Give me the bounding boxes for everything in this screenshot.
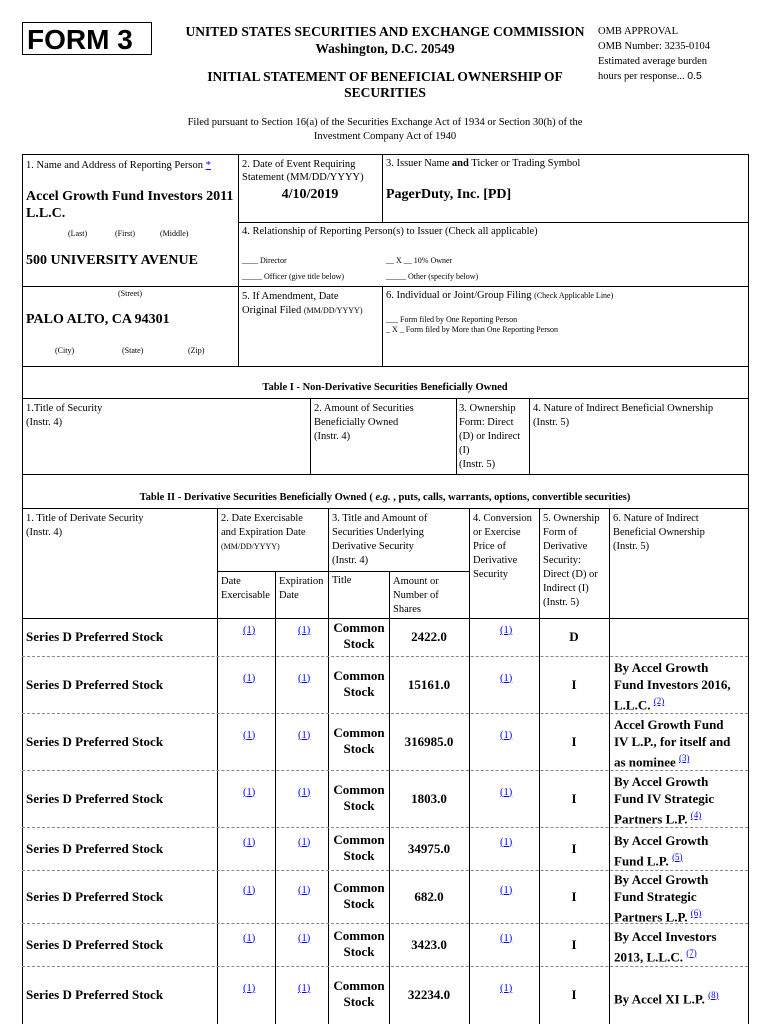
agency-name: UNITED STATES SECURITIES AND EXCHANGE COMMISSION: [185, 24, 585, 39]
street-value: 500 UNIVERSITY AVENUE: [26, 253, 198, 268]
underlying-title-line: Common: [333, 620, 385, 635]
t1c2-l1: 2. Amount of Securities: [314, 403, 414, 414]
footnote-link[interactable]: (1): [243, 836, 256, 848]
underlying-title-line: Common: [333, 667, 385, 683]
event-date-label-line1: 2. Date of Event Requiring: [242, 159, 356, 170]
footnote-link[interactable]: (8): [708, 989, 719, 1000]
table1-col3-header: [459, 402, 520, 472]
footnote-link[interactable]: (5): [672, 851, 683, 862]
officer-option: _____ Officer (give title below): [242, 272, 345, 281]
footnote-link[interactable]: (1): [298, 932, 311, 944]
indirect-ownership-text: By Accel Growth: [614, 774, 709, 789]
row-separator: [22, 966, 748, 967]
indirect-ownership-line: [614, 750, 746, 770]
amount-shares: 2422.0: [411, 629, 447, 644]
issuer-label-post: Ticker or Trading Symbol: [468, 158, 581, 169]
footnote-link[interactable]: (1): [500, 625, 513, 636]
state-label: (State): [122, 346, 144, 355]
underlying-title: [329, 978, 389, 1010]
director-option: ____ Director: [242, 256, 287, 265]
amount-shares: 682.0: [414, 888, 444, 904]
indirect-ownership-line: [614, 733, 746, 750]
security-title: Series D Preferred Stock: [26, 888, 164, 904]
reporting-person-name-line1: Accel Growth Fund Investors 2011: [26, 189, 234, 204]
t1c4-l1: 4. Nature of Indirect Beneficial Ownership: [533, 403, 714, 414]
amendment-label-line1: 5. If Amendment, Date: [242, 291, 339, 302]
indirect-ownership-text: By Accel Growth: [614, 872, 709, 887]
indirect-ownership-text: Accel Growth Fund: [614, 717, 724, 732]
relationship-label: 4. Relationship of Reporting Person(s) to Issuer (Check all applicable): [242, 226, 538, 237]
table2-sub-date-exercisable: [221, 575, 270, 603]
ownership-form: I: [571, 733, 577, 749]
footnote-link[interactable]: (1): [243, 983, 256, 994]
footnote-link[interactable]: (1): [243, 672, 256, 684]
footnote-link[interactable]: (1): [500, 786, 513, 798]
table2-title-post: , puts, calls, warrants, options, convertible securities): [390, 492, 631, 503]
underlying-title: [329, 782, 389, 814]
middle-label: (Middle): [160, 229, 189, 238]
table2-col4-header: [473, 512, 532, 582]
underlying-title-line: Common: [333, 879, 385, 895]
underlying-title: [329, 668, 389, 700]
t2c3-l3: Derivative Security: [332, 541, 414, 552]
table2-col1-header: [26, 512, 144, 540]
agency-location: Washington, D.C. 20549: [315, 41, 455, 56]
indirect-ownership-line: [614, 716, 746, 733]
footnote-link[interactable]: (3): [679, 753, 690, 763]
indirect-ownership-line: [614, 832, 746, 849]
indirect-ownership-line: [614, 849, 746, 869]
omb-line4: hours per response...: [598, 71, 685, 82]
issuer-label-pre: 3. Issuer Name: [386, 158, 452, 169]
indirect-ownership-nature: [614, 928, 746, 965]
underlying-title-line: Stock: [343, 636, 375, 651]
t2c3-l4: (Instr. 4): [332, 555, 369, 566]
t2c4-l3: Price of: [473, 541, 506, 552]
table2-sub-title: Title: [332, 575, 352, 586]
t2sd-l1: Date: [221, 576, 241, 587]
t2c6-l3: (Instr. 5): [613, 541, 650, 552]
t1c3-l2: Form: Direct: [459, 417, 514, 428]
zip-label: (Zip): [188, 346, 205, 355]
footnote-link[interactable]: (1): [298, 836, 311, 848]
indirect-ownership-text: 2013, L.L.C.: [614, 948, 683, 964]
table1-col1-header: [26, 402, 102, 430]
omb-line2: OMB Number: 3235-0104: [598, 41, 710, 52]
security-title: Series D Preferred Stock: [26, 840, 164, 856]
amount-shares: 34975.0: [407, 840, 451, 856]
amount-shares: 1803.0: [411, 790, 447, 806]
indirect-ownership-line: [614, 905, 746, 925]
footnote-link[interactable]: (1): [500, 884, 513, 896]
underlying-title-line: Stock: [343, 740, 375, 756]
indirect-ownership-text: Fund IV Strategic: [614, 791, 715, 806]
footnote-link[interactable]: (1): [500, 983, 513, 994]
t1c1-l2: (Instr. 4): [26, 417, 63, 428]
amendment-label-line2: Original Filed: [242, 305, 302, 316]
t2c4-l4: Derivative: [473, 555, 518, 566]
form-title-line2: SECURITIES: [344, 85, 426, 100]
security-title: Series D Preferred Stock: [26, 790, 164, 806]
underlying-title-line: Stock: [343, 683, 375, 699]
t2c4-l2: or Exercise: [473, 527, 521, 538]
underlying-title-line: Stock: [343, 895, 375, 911]
issuer-label-and: and: [451, 158, 469, 169]
table1-col2-header: [314, 402, 414, 444]
indirect-ownership-text: Partners L.P.: [614, 909, 688, 925]
indirect-ownership-line: [614, 807, 746, 827]
t1c3-l3: (D) or Indirect: [459, 431, 521, 442]
form-title-line1: INITIAL STATEMENT OF BENEFICIAL OWNERSHIP OF: [207, 69, 563, 84]
event-date-label-line2: Statement (MM/DD/YYYY): [242, 172, 364, 183]
indirect-ownership-text: IV L.P., for itself and: [614, 734, 731, 749]
t2c1-l1: 1. Title of Derivate Security: [26, 513, 144, 524]
t1c3-l5: (Instr. 5): [459, 459, 496, 470]
indirect-ownership-nature: [614, 987, 746, 1007]
underlying-title: [329, 620, 389, 652]
amendment-label: [242, 290, 363, 318]
t2c5-l7: (Instr. 5): [543, 597, 580, 608]
ownership-form: I: [571, 840, 577, 856]
filing-type-label: [386, 290, 613, 301]
underlying-title-line: Common: [333, 724, 385, 740]
form-label: FORM 3: [22, 22, 152, 55]
table2-col6-header: [613, 512, 705, 554]
indirect-ownership-line: [614, 871, 746, 888]
ownership-form: I: [571, 987, 577, 1002]
table2-col5-header: [543, 512, 600, 610]
indirect-ownership-line: [614, 790, 746, 807]
footnote-link[interactable]: (1): [500, 836, 513, 848]
t2c1-l2: (Instr. 4): [26, 527, 63, 538]
t1c2-l3: (Instr. 4): [314, 431, 351, 442]
reporting-person-label: [26, 160, 211, 171]
footnote-link[interactable]: (1): [298, 672, 311, 684]
indirect-ownership-text: Partners L.P.: [614, 811, 688, 827]
t2sd-l2: Exercisable: [221, 590, 270, 601]
omb-approval: [598, 24, 710, 84]
issuer-value: PagerDuty, Inc. [PD]: [386, 187, 512, 202]
indirect-ownership-nature: [614, 716, 746, 770]
underlying-title: [329, 832, 389, 864]
omb-line1: OMB APPROVAL: [598, 26, 679, 37]
ten-percent-owner-option: __ X __ 10% Owner: [386, 256, 453, 265]
underlying-title-line: Stock: [343, 847, 375, 863]
indirect-ownership-text: as nominee: [614, 754, 676, 770]
footnote-link[interactable]: (6): [690, 908, 702, 918]
indirect-ownership-line: [614, 928, 746, 945]
t2c3-l2: Securities Underlying: [332, 527, 424, 538]
table1-title: Table I - Non-Derivative Securities Beneficially Owned: [262, 382, 508, 393]
t2c5-l4: Security:: [543, 555, 581, 566]
omb-line3: Estimated average burden: [598, 56, 708, 67]
footnote-link[interactable]: (1): [243, 729, 256, 741]
t2se-l1: Expiration: [279, 576, 324, 587]
filing-type-label-small: (Check Applicable Line): [534, 291, 614, 300]
last-label: (Last): [68, 229, 88, 238]
underlying-title: [329, 880, 389, 912]
table2-title-eg: e.g.: [375, 492, 391, 503]
table2-title: [22, 492, 748, 503]
t2c4-l1: 4. Conversion: [473, 513, 532, 524]
ownership-form: I: [571, 888, 577, 904]
reporting-person-label-text: 1. Name and Address of Reporting Person: [26, 160, 204, 171]
footnote-link[interactable]: (1): [298, 983, 311, 994]
t2sa-l2: Number of: [393, 590, 439, 601]
t1c2-l2: Beneficially Owned: [314, 417, 399, 428]
amount-shares: 316985.0: [404, 733, 454, 749]
indirect-ownership-line: [614, 773, 746, 790]
table1-col4-header: [533, 402, 713, 430]
issuer-label: [386, 158, 580, 169]
underlying-title-line: Stock: [343, 943, 375, 959]
ownership-form: I: [571, 790, 577, 806]
underlying-title: [329, 928, 389, 960]
underlying-title-line: Common: [333, 831, 385, 847]
filing-option-multiple: _ X _ Form filed by More than One Reporting Person: [386, 325, 558, 334]
city-label: (City): [55, 346, 75, 355]
indirect-ownership-nature: [614, 871, 746, 925]
footnote-link[interactable]: (1): [500, 729, 513, 741]
security-title: Series D Preferred Stock: [26, 987, 164, 1002]
security-title: Series D Preferred Stock: [26, 629, 164, 644]
footnote-link[interactable]: (4): [690, 810, 702, 820]
t1c4-l2: (Instr. 5): [533, 417, 570, 428]
t2c2-small: (MM/DD/YYYY): [221, 542, 280, 551]
indirect-ownership-text: By Accel Growth: [614, 832, 709, 848]
t2c3-l1: 3. Title and Amount of: [332, 513, 428, 524]
security-title: Series D Preferred Stock: [26, 676, 164, 692]
t1c1-l1: 1.Title of Security: [26, 403, 103, 414]
underlying-title-line: Common: [333, 978, 385, 993]
footnote-link[interactable]: (1): [243, 932, 256, 944]
security-title: Series D Preferred Stock: [26, 733, 164, 749]
underlying-title-line: Common: [333, 781, 385, 797]
street-label: (Street): [118, 289, 142, 298]
table2-title-pre: Table II - Derivative Securities Beneficially Owned (: [139, 492, 376, 503]
indirect-ownership-text: By Accel Growth: [614, 660, 709, 675]
first-label: (First): [115, 229, 135, 238]
indirect-ownership-line: [614, 945, 746, 965]
indirect-ownership-text: By Accel XI L.P.: [614, 990, 705, 1006]
filed-pursuant-line1: Filed pursuant to Section 16(a) of the Securities Exchange Act of 1934 or Section 30(h) of the: [187, 117, 583, 128]
amount-shares: 32234.0: [407, 987, 451, 1002]
omb-hours: 0.5: [687, 70, 702, 82]
t2c2-l1: 2. Date Exercisable: [221, 513, 303, 524]
underlying-title: [329, 725, 389, 757]
indirect-ownership-line: [614, 676, 746, 693]
filing-option-one: ___ Form filed by One Reporting Person: [386, 315, 518, 324]
underlying-title-line: Stock: [343, 797, 375, 813]
amendment-label-small: (MM/DD/YYYY): [303, 306, 363, 315]
indirect-ownership-text: Fund Investors 2016,: [614, 677, 731, 692]
security-title: Series D Preferred Stock: [26, 936, 164, 952]
t2se-l2: Date: [279, 590, 299, 601]
footnote-link[interactable]: (1): [298, 786, 311, 798]
t2c6-l2: Beneficial Ownership: [613, 527, 705, 538]
footnote-link[interactable]: (1): [298, 884, 311, 896]
indirect-ownership-line: [614, 693, 746, 713]
indirect-ownership-text: Fund L.P.: [614, 852, 669, 868]
t2sa-l1: Amount or: [393, 576, 439, 587]
table2-sub-amount: [393, 575, 439, 617]
t2c5-l1: 5. Ownership: [543, 513, 600, 524]
reporting-person-name: [26, 188, 233, 222]
footnote-link[interactable]: (1): [243, 884, 256, 896]
underlying-title-line: Common: [333, 927, 385, 943]
indirect-ownership-nature: [614, 659, 746, 713]
table2-col3-header: [332, 512, 427, 568]
row-separator: [22, 656, 748, 657]
ownership-form: I: [571, 676, 577, 692]
footnote-star-link[interactable]: *: [205, 160, 211, 171]
indirect-ownership-nature: [614, 832, 746, 869]
event-date-value: 4/10/2019: [281, 187, 339, 202]
footnote-link[interactable]: (1): [243, 625, 256, 636]
t2c5-l2: Form of: [543, 527, 578, 538]
t2c5-l5: Direct (D) or: [543, 569, 598, 580]
footnote-link[interactable]: (1): [500, 932, 513, 944]
t2c5-l3: Derivative: [543, 541, 588, 552]
underlying-title-line: Stock: [343, 994, 375, 1009]
city-value: PALO ALTO, CA 94301: [26, 312, 170, 327]
footnote-link[interactable]: (2): [653, 696, 665, 706]
indirect-ownership-nature: [614, 773, 746, 827]
footnote-link[interactable]: (7): [686, 947, 697, 958]
footnote-link[interactable]: (1): [298, 729, 311, 741]
ownership-form: I: [571, 936, 577, 952]
filing-type-label-text: 6. Individual or Joint/Group Filing: [386, 290, 532, 301]
indirect-ownership-text: Fund Strategic: [614, 889, 697, 904]
indirect-ownership-text: L.L.C.: [614, 697, 651, 713]
event-date-label: [242, 158, 364, 184]
other-option: _____ Other (specify below): [386, 272, 479, 281]
table2-col2-header: [221, 512, 306, 554]
t2c5-l6: Indirect (I): [543, 583, 589, 594]
indirect-ownership-line: [614, 987, 746, 1007]
t2c6-l1: 6. Nature of Indirect: [613, 513, 699, 524]
indirect-ownership-line: [614, 888, 746, 905]
indirect-ownership-line: [614, 659, 746, 676]
footnote-link[interactable]: (1): [500, 672, 513, 684]
amount-shares: 3423.0: [411, 936, 447, 952]
ownership-form: D: [569, 629, 579, 644]
reporting-person-name-line2: L.L.C.: [26, 206, 66, 221]
t1c3-l4: (I): [459, 445, 470, 456]
filed-pursuant-line2: Investment Company Act of 1940: [313, 131, 457, 142]
t2c2-l2: and Expiration Date: [221, 527, 306, 538]
footnote-link[interactable]: (1): [298, 625, 311, 636]
table2-sub-expiration: [279, 575, 323, 603]
t2c4-l5: Security: [473, 569, 508, 580]
t1c3-l1: 3. Ownership: [459, 403, 516, 414]
footnote-link[interactable]: (1): [243, 786, 256, 798]
amount-shares: 15161.0: [407, 676, 451, 692]
t2sa-l3: Shares: [393, 604, 421, 615]
indirect-ownership-text: By Accel Investors: [614, 928, 717, 944]
